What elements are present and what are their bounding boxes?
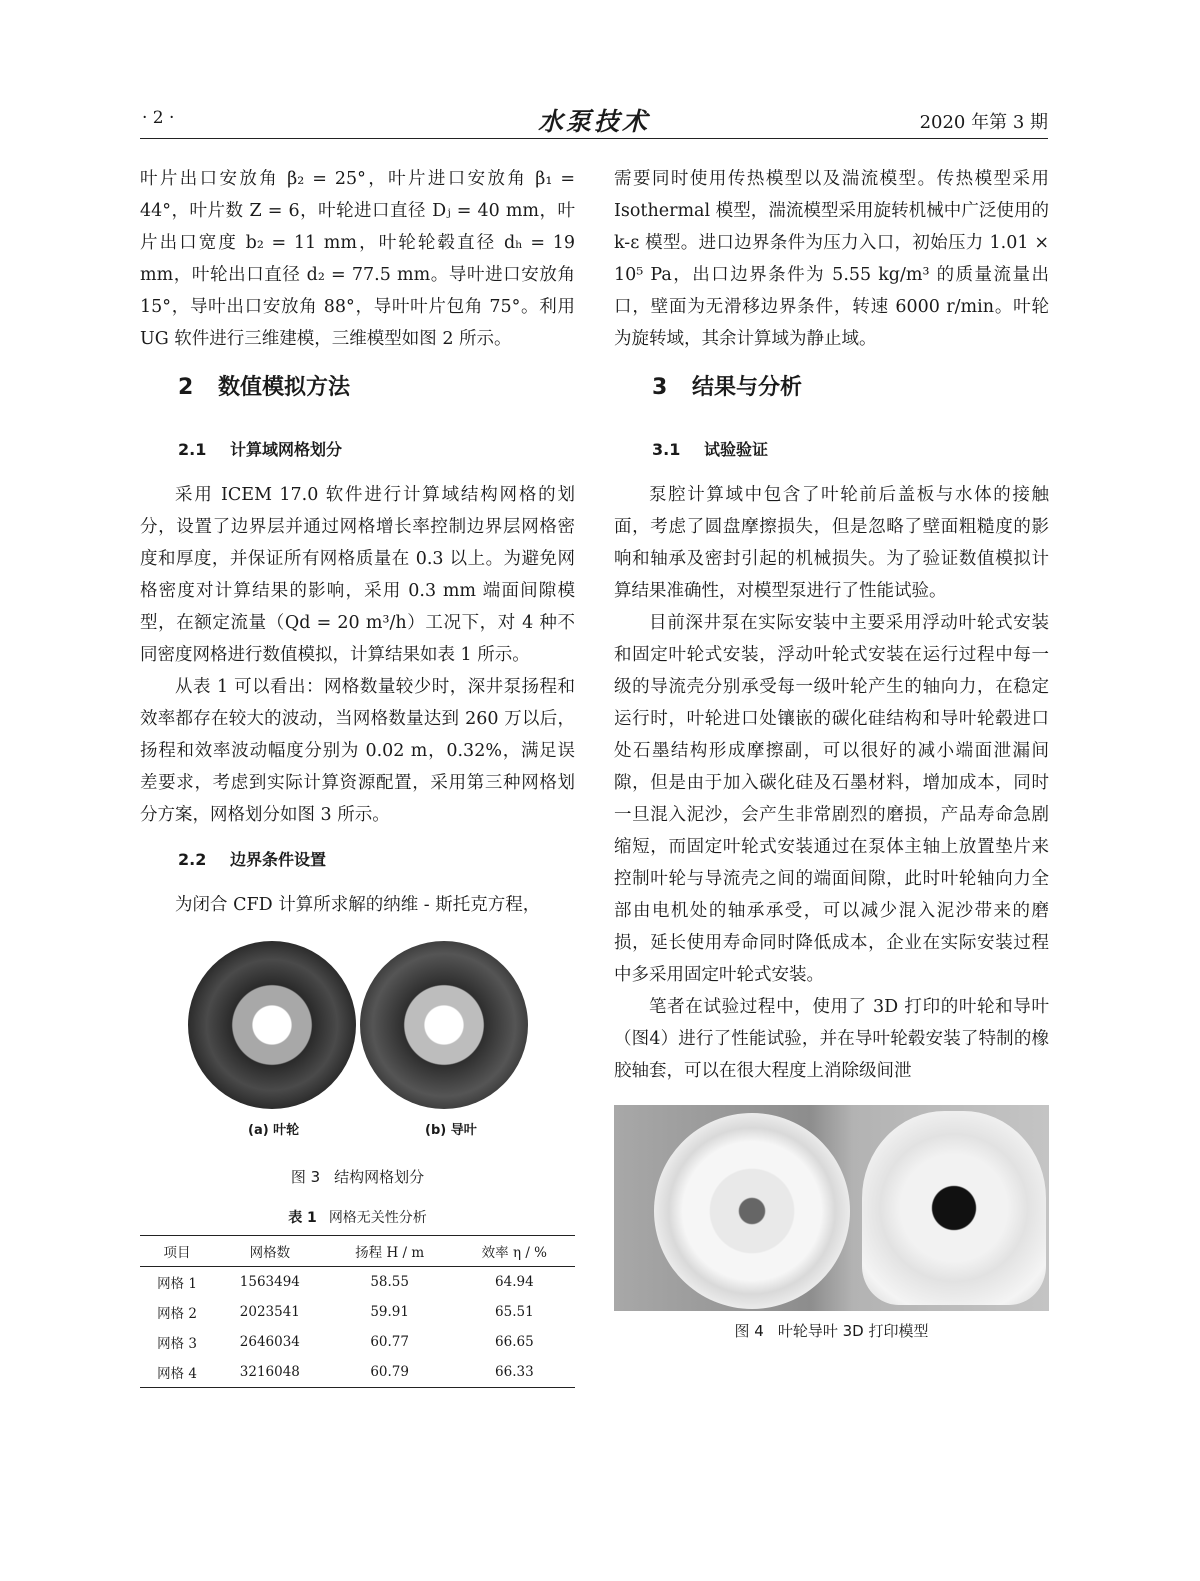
mesh-independence-table [140,1235,575,1388]
table-cell: 65.51 [495,1304,534,1320]
column-header: 效率 η / % [481,1245,548,1261]
table-cell: 58.55 [370,1274,409,1290]
section-number: 2 [178,375,194,400]
section-3-heading [614,355,1049,421]
paragraph: 从表 1 可以看出：网格数量较少时，深井泵扬程和效率都存在较大的波动，当网格数量达到 260 万以后，扬程和效率波动幅度分别为 0.02 m，0.32%，满足误差要求，考虑到实际计算资源配置，采用第三种网格划分方案，网格划分如图 3 所示。 [140,677,575,825]
table-cell: 64.94 [495,1274,534,1290]
paragraph: 笔者在试验过程中，使用了 3D 打印的叶轮和导叶（图4）进行了性能试验，并在导叶轮毂安装了特制的橡胶轴套，可以在很大程度上消除级间泄 [614,997,1049,1081]
paragraph: 为闭合 CFD 计算所求解的纳维 - 斯托克方程， [175,895,541,915]
paragraph: 需要同时使用传热模型以及湍流模型。传热模型采用 Isothermal 模型，湍流模型采用旋转机械中广泛使用的 k-ε 模型。进口边界条件为压力入口，初始压力 1.01 × 10⁵ Pa，出口边界条件为 5.55 kg/m³ 的质量流量出口，壁面为无滑移边界条件，转速 6000 r/min。叶轮为旋转域，其余计算域为静止域。 [614,169,1049,349]
printed-guide-vane-image [862,1111,1046,1305]
right-column [614,163,1049,1351]
table-cell: 66.65 [495,1334,534,1350]
figure-subcaption: (a) 叶轮 [248,1123,300,1138]
section-3-1-heading [614,421,1049,479]
table-cell: 2023541 [239,1304,300,1320]
subsection-title: 边界条件设置 [230,850,327,869]
table-row [140,1267,575,1298]
table-title: 网格无关性分析 [328,1210,427,1226]
paragraph: 目前深井泵在实际安装中主要采用浮动叶轮式安装和固定叶轮式安装，浮动叶轮式安装在运行过程中每一级的导流壳分别承受每一级叶轮产生的轴向力，在稳定运行时，叶轮进口处镶嵌的碳化硅结构和导叶轮毂进口处石墨结构形成摩擦副，可以很好的减小端面泄漏间隙，但是由于加入碳化硅及石墨材料，增加成本，同时一旦混入泥沙，会产生非常剧烈的磨损，产品寿命急剧缩短，而固定叶轮式安装通过在泵体主轴上放置垫片来控制叶轮与导流壳之间的端面间隙，此时叶轮轴向力全部由电机处的轴承承受，可以减少混入泥沙带来的磨损，延长使用寿命同时降低成本，企业在实际安装过程中多采用固定叶轮式安装。 [614,613,1049,985]
page-header [140,100,1048,136]
section-number: 3 [652,375,668,400]
guide-vane-mesh-image [360,941,528,1109]
section-2-1-heading [140,421,575,479]
column-header: 项目 [163,1245,191,1261]
section-title: 数值模拟方法 [218,375,351,400]
left-column [140,163,575,1388]
table-cell: 1563494 [239,1274,300,1290]
section-title: 结果与分析 [692,375,803,400]
table-cell: 网格 1 [157,1276,197,1292]
column-header: 网格数 [249,1245,291,1261]
table-cell: 3216048 [239,1364,300,1380]
figure-3 [140,933,575,1157]
table-row [140,1297,575,1327]
column-header: 扬程 H / m [355,1245,425,1261]
subsection-number: 2.1 [178,440,207,459]
table-cell: 网格 2 [157,1306,197,1322]
header-rule [140,138,1048,139]
table-1-title [140,1201,575,1235]
table-row [140,1357,575,1388]
subsection-number: 3.1 [652,440,681,459]
impeller-mesh-image [188,941,356,1109]
figure-4-caption [614,1311,1049,1351]
figure-title: 叶轮导叶 3D 打印模型 [777,1322,929,1340]
figure-number: 图 4 [734,1322,764,1340]
subsection-title: 计算域网格划分 [230,440,343,459]
printed-impeller-image [654,1113,850,1309]
intro-paragraph: 叶片出口安放角 β₂ = 25°，叶片进口安放角 β₁ = 44°，叶片数 Z = 6，叶轮进口直径 Dⱼ = 40 mm，叶片出口宽度 b₂ = 11 mm，叶轮轮毂直径 dₕ = 19 mm，叶轮出口直径 d₂ = 77.5 mm。导叶进口安放角 15°，导叶出口安放角 88°，导叶叶片包角 75°。利用 UG 软件进行三维建模，三维模型如图 2 所示。 [140,169,575,349]
issue-label: 2020 年第 3 期 [919,112,1048,133]
table-row [140,1327,575,1357]
table-header-row [140,1236,575,1267]
table-cell: 66.33 [495,1364,534,1380]
paragraph: 采用 ICEM 17.0 软件进行计算域结构网格的划分，设置了边界层并通过网格增长率控制边界层网格密度和厚度，并保证所有网格质量在 0.3 以上。为避免网格密度对计算结果的影响，采用 0.3 mm 端面间隙模型，在额定流量（Qd = 20 m³/h）工况下，对 4 种不同密度网格进行数值模拟，计算结果如表 1 所示。 [140,485,575,665]
table-number: 表 1 [288,1210,317,1226]
table-cell: 59.91 [370,1304,409,1320]
figure-subcaption: (b) 导叶 [425,1123,477,1138]
table-cell: 2646034 [239,1334,300,1350]
table-cell: 网格 4 [157,1366,197,1382]
section-2-heading [140,355,575,421]
figure-title: 结构网格划分 [334,1168,425,1186]
table-cell: 60.77 [370,1334,409,1350]
paragraph: 泵腔计算域中包含了叶轮前后盖板与水体的接触面，考虑了圆盘摩擦损失，但是忽略了壁面粗糙度的影响和轴承及密封引起的机械损失。为了验证数值模拟计算结果准确性，对模型泵进行了性能试验。 [614,485,1049,601]
journal-title: 水泵技术 [537,107,650,136]
figure-3-caption [140,1157,575,1197]
subsection-number: 2.2 [178,850,207,869]
section-2-2-heading [140,831,575,889]
table-cell: 60.79 [370,1364,409,1380]
figure-4 [614,1105,1049,1311]
figure-number: 图 3 [290,1168,321,1186]
table-cell: 网格 3 [157,1336,197,1352]
page-number: · 2 · [142,108,175,128]
subsection-title: 试验验证 [704,440,769,459]
